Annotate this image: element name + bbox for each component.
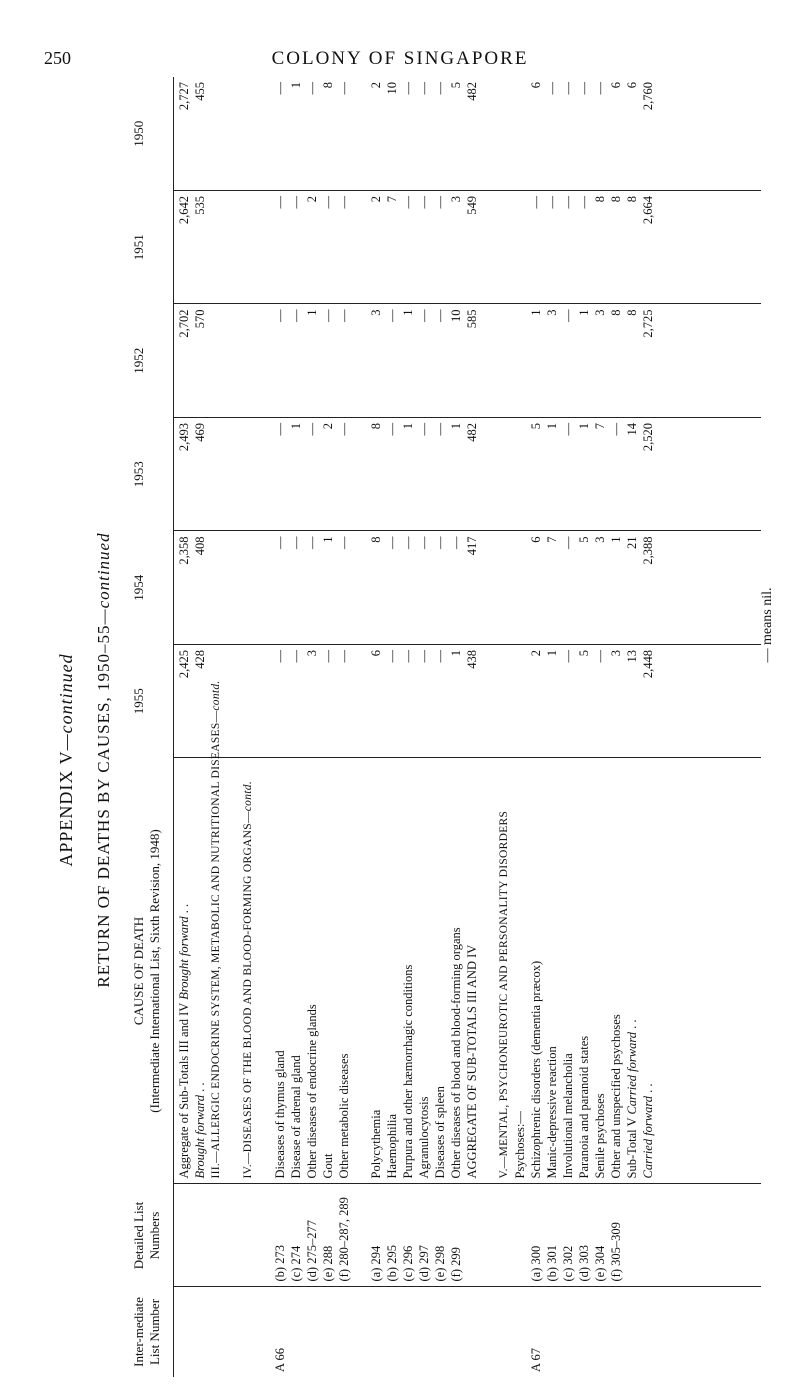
year-cell-1953: 2,493 469 — 1 — 2 — 8 — 1 — — 1 482 5 1 — 1 7 — 14 2,520 <box>174 418 762 532</box>
list-item: Other diseases of blood and blood-forming organs <box>449 927 463 1179</box>
col-cause <box>121 758 174 1184</box>
footnote: — means nil. <box>760 587 775 663</box>
section-heading: III.—ALLERGIC ENDOCRINE SYSTEM, METABOLIC AND NUTRITIONAL DISEASES—contd. <box>210 680 222 1179</box>
list-item: Paranoia and paranoid states <box>577 1035 591 1179</box>
list-item: Purpura and other hæmorrhagic conditions <box>401 964 415 1179</box>
list-item: (c) 296 <box>401 1245 415 1282</box>
table-title-suffix: —continued <box>94 532 113 625</box>
carried-label: Carried forward . . <box>641 1083 655 1179</box>
page-number: 250 <box>44 48 71 68</box>
list-item: (c) 302 <box>561 1245 575 1282</box>
list-item: (f) 305–309 <box>609 1222 623 1282</box>
list-item: Polycythemia <box>369 1109 383 1179</box>
list-item: (f) 299 <box>449 1247 463 1282</box>
header-row <box>121 77 174 1377</box>
appendix-title-suffix: —continued <box>56 653 76 751</box>
list-item: (c) 274 <box>289 1245 303 1282</box>
list-item: Brought forward . . <box>193 1082 207 1179</box>
list-item: (a) 300 <box>529 1245 543 1282</box>
list-item: Senile psychoses <box>593 1093 607 1179</box>
list-item: (d) 275–277 <box>305 1220 319 1282</box>
list-item: (e) 298 <box>433 1245 447 1282</box>
col-cause-line2: (Intermediate International List, Sixth Revision, 1948) <box>147 829 162 1113</box>
detailed-cell <box>174 1184 762 1287</box>
psychoses-heading: Psychoses:— <box>513 1111 527 1179</box>
list-item: Diseases of thymus gland <box>273 1050 287 1179</box>
year-cell-1954: 2,358 408 — — — 1 — 8 — — — — — 417 6 7 — 5 3 1 21 2,388 <box>174 531 762 645</box>
list-item: A 66 <box>273 1348 287 1372</box>
list-item: Haemophilia <box>385 1113 399 1179</box>
col-1950: 1950 <box>121 77 174 191</box>
list-item: Involutional melancholia <box>561 1053 575 1179</box>
col-intermediate: Inter-mediate List Number <box>121 1287 174 1377</box>
table-row <box>174 77 762 1377</box>
col-cause-line1: CAUSE OF DEATH <box>131 916 146 1026</box>
appendix-title-prefix: APPENDIX V <box>56 750 76 867</box>
table-title <box>94 440 114 1080</box>
deaths-table-grid <box>121 77 761 1377</box>
cause-cell <box>174 680 762 1184</box>
year-cell-1955: 2,425 428 — — 3 — — 6 — — — — 1 438 2 1 — 5 — 3 13 2,448 <box>174 645 762 759</box>
deaths-table <box>121 77 761 1377</box>
table-title-prefix: RETURN OF DEATHS BY CAUSES, 1950–55 <box>94 624 113 988</box>
list-item: Agranulocytosis <box>417 1096 431 1179</box>
section-heading: V.—MENTAL, PSYCHONEUROTIC AND PERSONALITY DISORDERS <box>498 810 510 1179</box>
list-item: Disease of adrenal gland <box>289 1055 303 1179</box>
list-item: Other metabolic diseases <box>337 1053 351 1179</box>
list-item: (d) 303 <box>577 1245 591 1282</box>
list-item: Other and unspecified psychoses <box>609 1014 623 1179</box>
list-item: (b) 295 <box>385 1245 399 1282</box>
subtotal-label: Sub-Total V Carried forward . . <box>625 1019 639 1179</box>
year-cell-1951: 2,642 535 — — 2 — — 2 7 — — — 3 549 — — — — 8 8 8 2,664 <box>174 191 762 305</box>
list-item: Other diseases of endocrine glands <box>305 1004 319 1179</box>
list-item: (e) 288 <box>321 1245 335 1282</box>
list-item: (b) 301 <box>545 1245 559 1282</box>
col-1955: 1955 <box>121 645 174 759</box>
list-item: A 67 <box>529 1348 543 1372</box>
col-1954: 1954 <box>121 531 174 645</box>
intermediate-cell <box>174 1287 762 1377</box>
list-item: Manic-depressive reaction <box>545 1046 559 1179</box>
year-cell-1950: 2,727 455 — 1 — 8 — 2 10 — — — 5 482 6 — — — — 6 6 2,760 <box>174 77 762 191</box>
list-item: Diseases of spleen <box>433 1086 447 1179</box>
appendix-title <box>56 440 77 1080</box>
list-item: Gout <box>321 1153 335 1179</box>
list-item: (e) 304 <box>593 1245 607 1282</box>
list-item: Schizophrenic disorders (dementia præcox) <box>529 960 543 1179</box>
running-title: COLONY OF SINGAPORE <box>271 48 529 69</box>
list-item: (d) 297 <box>417 1245 431 1282</box>
col-1952: 1952 <box>121 304 174 418</box>
section-heading: IV.—DISEASES OF THE BLOOD AND BLOOD-FORMING ORGANS—contd. <box>242 781 254 1179</box>
col-1951: 1951 <box>121 191 174 305</box>
list-item: (b) 273 <box>273 1245 287 1282</box>
list-item: Aggregate of Sub-Totals III and IV Brought forward . . <box>177 903 191 1179</box>
year-cell-1952: 2,702 570 — — 1 — — 3 — 1 — — 10 585 1 3 — 1 3 8 8 2,725 <box>174 304 762 418</box>
aggregate-label: AGGREGATE OF SUB-TOTALS III AND IV <box>465 944 479 1179</box>
col-1953: 1953 <box>121 418 174 532</box>
list-item: (f) 280–287, 289 <box>337 1197 351 1282</box>
col-detailed: Detailed List Numbers <box>121 1184 174 1287</box>
list-item: (a) 294 <box>369 1245 383 1282</box>
